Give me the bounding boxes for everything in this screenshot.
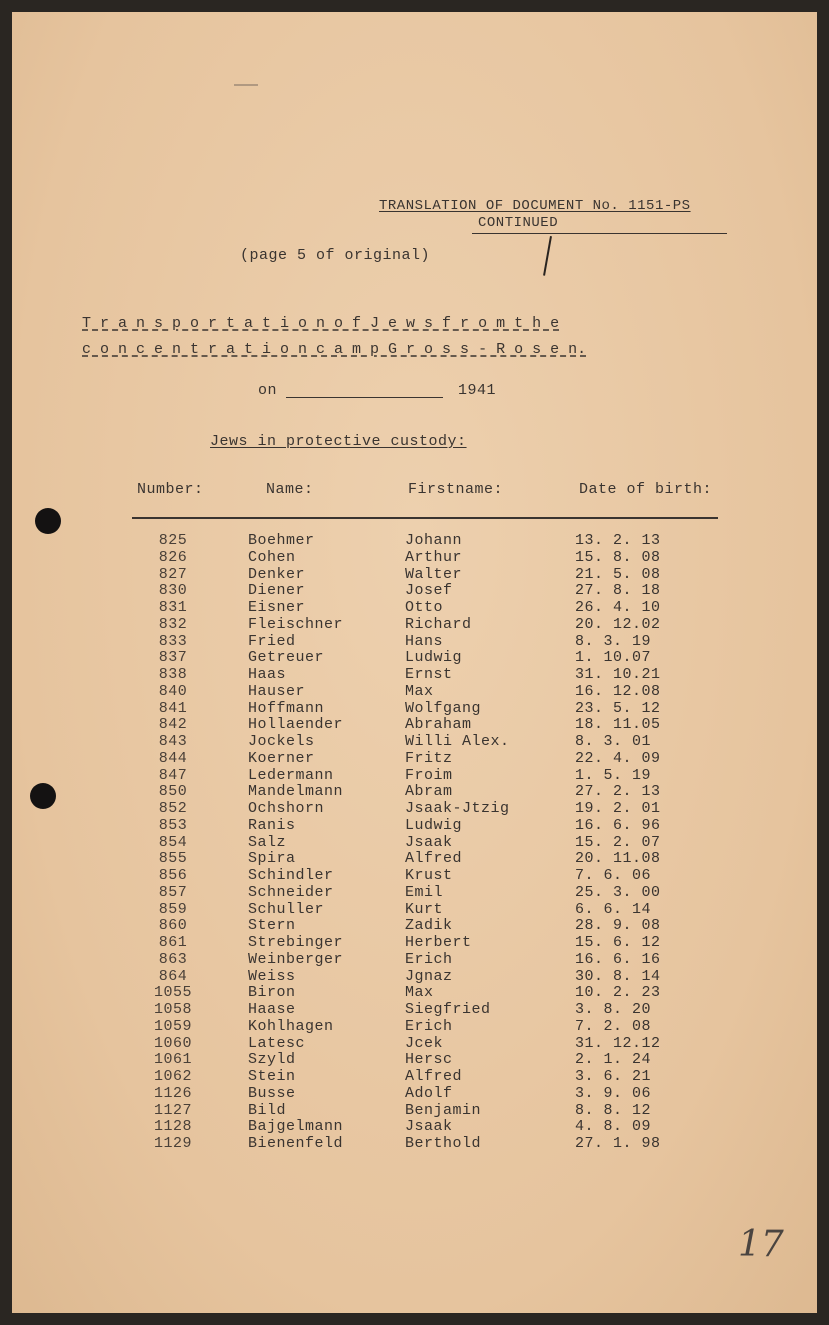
- row-number: 842: [158, 716, 188, 734]
- row-firstname: Jsaak: [405, 1118, 453, 1136]
- table-row: [12, 1068, 817, 1085]
- row-date-of-birth: 6. 6. 14: [575, 900, 652, 918]
- row-number: 863: [158, 950, 188, 968]
- row-date-of-birth: 18. 11.05: [575, 716, 661, 734]
- row-firstname: Arthur: [405, 548, 463, 566]
- row-name: Koerner: [248, 749, 315, 767]
- row-number: 1061: [153, 1051, 192, 1069]
- title-rule: [472, 233, 727, 234]
- row-number: 852: [158, 800, 188, 817]
- row-number: 1055: [153, 984, 192, 1002]
- row-firstname: Willi Alex.: [405, 733, 510, 750]
- row-firstname: Adolf: [405, 1084, 453, 1102]
- document-page: [12, 12, 817, 1313]
- row-number: 1129: [153, 1135, 192, 1152]
- table-row: [12, 1118, 817, 1135]
- row-name: Hollaender: [248, 716, 344, 734]
- row-name: Kohlhagen: [248, 1017, 334, 1035]
- row-firstname: Ernst: [405, 666, 453, 683]
- row-firstname: Zadik: [405, 917, 453, 935]
- row-name: Salz: [248, 833, 287, 851]
- header-number: Number:: [137, 481, 204, 498]
- row-firstname: Froim: [405, 766, 453, 784]
- row-firstname: Ludwig: [405, 816, 463, 834]
- row-date-of-birth: 3. 9. 06: [575, 1084, 652, 1102]
- row-firstname: Erich: [405, 950, 453, 968]
- table-row: [12, 968, 817, 985]
- row-name: Eisner: [248, 599, 306, 616]
- row-date-of-birth: 16. 6. 16: [575, 950, 661, 968]
- row-firstname: Krust: [405, 867, 453, 884]
- row-name: Ledermann: [248, 766, 334, 784]
- row-date-of-birth: 20. 11.08: [575, 850, 661, 868]
- table-row: [12, 716, 817, 733]
- row-firstname: Fritz: [405, 749, 453, 767]
- row-firstname: Alfred: [405, 850, 463, 868]
- table-row: [12, 616, 817, 633]
- table-row: [12, 1102, 817, 1119]
- pen-mark: [543, 236, 552, 276]
- row-name: Haase: [248, 1001, 296, 1018]
- table-row: [12, 750, 817, 767]
- row-date-of-birth: 3. 8. 20: [575, 1001, 652, 1018]
- prisoner-list: [12, 532, 817, 1152]
- row-date-of-birth: 31. 10.21: [575, 666, 661, 683]
- document-continued-label: CONTINUED: [478, 215, 559, 231]
- row-firstname: Herbert: [405, 934, 472, 951]
- row-name: Spira: [248, 850, 296, 868]
- row-number: 1060: [153, 1034, 192, 1052]
- row-number: 1126: [153, 1084, 192, 1102]
- table-row: [12, 532, 817, 549]
- row-name: Getreuer: [248, 649, 325, 667]
- table-row: [12, 834, 817, 851]
- row-number: 850: [158, 783, 188, 801]
- date-blank-line: [286, 397, 443, 398]
- row-number: 853: [158, 816, 188, 834]
- row-name: Jockels: [248, 733, 315, 750]
- row-name: Hoffmann: [248, 699, 325, 717]
- row-date-of-birth: 8. 3. 19: [575, 632, 652, 650]
- row-date-of-birth: 8. 8. 12: [575, 1101, 652, 1119]
- table-row: [12, 1035, 817, 1052]
- row-date-of-birth: 22. 4. 09: [575, 749, 661, 767]
- ink-smudge: [234, 84, 258, 86]
- row-name: Strebinger: [248, 934, 344, 951]
- row-number: 859: [158, 900, 188, 918]
- header-name: Name:: [266, 481, 314, 498]
- heading-line-2: c o n c e n t r a t i o n c a m p G r o s s - R o s e n.: [82, 341, 587, 358]
- row-firstname: Max: [405, 682, 434, 700]
- row-name: Fleischner: [248, 615, 344, 633]
- row-number: 833: [158, 632, 188, 650]
- row-name: Schneider: [248, 883, 334, 901]
- row-name: Latesc: [248, 1034, 306, 1052]
- row-firstname: Alfred: [405, 1068, 463, 1085]
- row-date-of-birth: 7. 6. 06: [575, 867, 652, 884]
- row-firstname: Ludwig: [405, 649, 463, 667]
- row-name: Bajgelmann: [248, 1118, 344, 1136]
- row-date-of-birth: 1. 10.07: [575, 649, 652, 667]
- row-name: Fried: [248, 632, 296, 650]
- row-firstname: Richard: [405, 615, 472, 633]
- row-name: Stein: [248, 1068, 296, 1085]
- table-row: [12, 917, 817, 934]
- row-name: Busse: [248, 1084, 296, 1102]
- row-date-of-birth: 7. 2. 08: [575, 1017, 652, 1035]
- row-date-of-birth: 20. 12.02: [575, 615, 661, 633]
- row-date-of-birth: 15. 2. 07: [575, 833, 661, 851]
- table-row: [12, 884, 817, 901]
- row-number: 1058: [153, 1001, 192, 1018]
- row-date-of-birth: 16. 6. 96: [575, 816, 661, 834]
- row-name: Schuller: [248, 900, 325, 918]
- row-number: 840: [158, 682, 188, 700]
- row-date-of-birth: 27. 1. 98: [575, 1135, 661, 1152]
- row-firstname: Emil: [405, 883, 444, 901]
- row-number: 844: [158, 749, 188, 767]
- heading-line-1: T r a n s p o r t a t i o n o f J e w s f r o m t h e: [82, 315, 560, 332]
- row-name: Haas: [248, 666, 287, 683]
- table-row: [12, 783, 817, 800]
- row-firstname: Jsaak: [405, 833, 453, 851]
- row-firstname: Siegfried: [405, 1001, 491, 1018]
- row-date-of-birth: 16. 12.08: [575, 682, 661, 700]
- table-row: [12, 700, 817, 717]
- row-number: 827: [158, 565, 188, 583]
- table-row: [12, 901, 817, 918]
- row-firstname: Jcek: [405, 1034, 444, 1052]
- table-row: [12, 951, 817, 968]
- row-firstname: Abraham: [405, 716, 472, 734]
- row-date-of-birth: 23. 5. 12: [575, 699, 661, 717]
- row-name: Schindler: [248, 867, 334, 884]
- row-firstname: Johann: [405, 532, 463, 549]
- row-number: 826: [158, 548, 188, 566]
- table-row: [12, 1085, 817, 1102]
- row-date-of-birth: 25. 3. 00: [575, 883, 661, 901]
- row-date-of-birth: 15. 6. 12: [575, 934, 661, 951]
- table-row: [12, 566, 817, 583]
- table-row: [12, 1051, 817, 1068]
- row-name: Stern: [248, 917, 296, 935]
- row-firstname: Wolfgang: [405, 699, 482, 717]
- page-number: 17: [738, 1224, 784, 1265]
- row-name: Mandelmann: [248, 783, 344, 801]
- row-name: Szyld: [248, 1051, 296, 1069]
- row-date-of-birth: 1. 5. 19: [575, 766, 652, 784]
- row-number: 837: [158, 649, 188, 667]
- row-name: Cohen: [248, 548, 296, 566]
- row-firstname: Berthold: [405, 1135, 482, 1152]
- table-row: [12, 1018, 817, 1035]
- header-firstname: Firstname:: [408, 481, 504, 498]
- table-row: [12, 817, 817, 834]
- table-row: [12, 683, 817, 700]
- row-firstname: Jgnaz: [405, 967, 453, 985]
- row-firstname: Otto: [405, 599, 444, 616]
- row-name: Boehmer: [248, 532, 315, 549]
- year: 1941: [458, 382, 497, 399]
- table-row: [12, 867, 817, 884]
- row-number: 843: [158, 733, 188, 750]
- row-date-of-birth: 15. 8. 08: [575, 548, 661, 566]
- header-rule: [132, 517, 718, 519]
- row-number: 831: [158, 599, 188, 616]
- table-row: [12, 984, 817, 1001]
- row-name: Bild: [248, 1101, 287, 1119]
- row-number: 1128: [153, 1118, 192, 1136]
- row-number: 856: [158, 867, 188, 884]
- table-row: [12, 733, 817, 750]
- table-row: [12, 850, 817, 867]
- row-number: 855: [158, 850, 188, 868]
- table-row: [12, 549, 817, 566]
- row-firstname: Kurt: [405, 900, 444, 918]
- row-firstname: Hersc: [405, 1051, 453, 1069]
- row-number: 832: [158, 615, 188, 633]
- row-firstname: Jsaak-Jtzig: [405, 800, 510, 817]
- row-date-of-birth: 28. 9. 08: [575, 917, 661, 935]
- row-number: 830: [158, 582, 188, 600]
- row-date-of-birth: 19. 2. 01: [575, 800, 661, 817]
- row-date-of-birth: 10. 2. 23: [575, 984, 661, 1002]
- row-name: Ranis: [248, 816, 296, 834]
- row-date-of-birth: 3. 6. 21: [575, 1068, 652, 1085]
- punch-hole: [35, 508, 61, 534]
- row-date-of-birth: 4. 8. 09: [575, 1118, 652, 1136]
- table-row: [12, 767, 817, 784]
- table-row: [12, 582, 817, 599]
- row-date-of-birth: 26. 4. 10: [575, 599, 661, 616]
- row-number: 861: [158, 934, 188, 951]
- document-title: TRANSLATION OF DOCUMENT No. 1151-PS: [379, 198, 691, 214]
- row-number: 1062: [153, 1068, 192, 1085]
- row-number: 841: [158, 699, 188, 717]
- row-firstname: Walter: [405, 565, 463, 583]
- header-date-of-birth: Date of birth:: [579, 481, 713, 498]
- page-note: (page 5 of original): [240, 247, 431, 264]
- table-row: [12, 1135, 817, 1152]
- row-number: 854: [158, 833, 188, 851]
- row-date-of-birth: 2. 1. 24: [575, 1051, 652, 1069]
- row-firstname: Abram: [405, 783, 453, 801]
- row-name: Weiss: [248, 967, 296, 985]
- row-firstname: Benjamin: [405, 1101, 482, 1119]
- row-number: 857: [158, 883, 188, 901]
- row-number: 860: [158, 917, 188, 935]
- row-number: 1127: [153, 1101, 192, 1119]
- row-number: 838: [158, 666, 188, 683]
- row-date-of-birth: 30. 8. 14: [575, 967, 661, 985]
- row-firstname: Erich: [405, 1017, 453, 1035]
- table-row: [12, 800, 817, 817]
- row-number: 1059: [153, 1017, 192, 1035]
- table-row: [12, 934, 817, 951]
- row-date-of-birth: 31. 12.12: [575, 1034, 661, 1052]
- row-name: Weinberger: [248, 950, 344, 968]
- row-name: Bienenfeld: [248, 1135, 344, 1152]
- row-firstname: Josef: [405, 582, 453, 600]
- table-row: [12, 599, 817, 616]
- table-row: [12, 633, 817, 650]
- table-row: [12, 649, 817, 666]
- row-date-of-birth: 21. 5. 08: [575, 565, 661, 583]
- row-date-of-birth: 8. 3. 01: [575, 733, 652, 750]
- on-label: on: [258, 382, 278, 399]
- row-number: 825: [158, 532, 188, 549]
- row-name: Biron: [248, 984, 296, 1002]
- row-firstname: Hans: [405, 632, 444, 650]
- row-name: Denker: [248, 565, 306, 583]
- row-name: Diener: [248, 582, 306, 600]
- row-firstname: Max: [405, 984, 434, 1002]
- row-name: Hauser: [248, 682, 306, 700]
- row-number: 847: [158, 766, 188, 784]
- table-row: [12, 666, 817, 683]
- row-name: Ochshorn: [248, 800, 325, 817]
- row-date-of-birth: 13. 2. 13: [575, 532, 661, 549]
- row-date-of-birth: 27. 2. 13: [575, 783, 661, 801]
- row-number: 864: [158, 967, 188, 985]
- subheading: Jews in protective custody:: [210, 433, 467, 450]
- table-row: [12, 1001, 817, 1018]
- row-date-of-birth: 27. 8. 18: [575, 582, 661, 600]
